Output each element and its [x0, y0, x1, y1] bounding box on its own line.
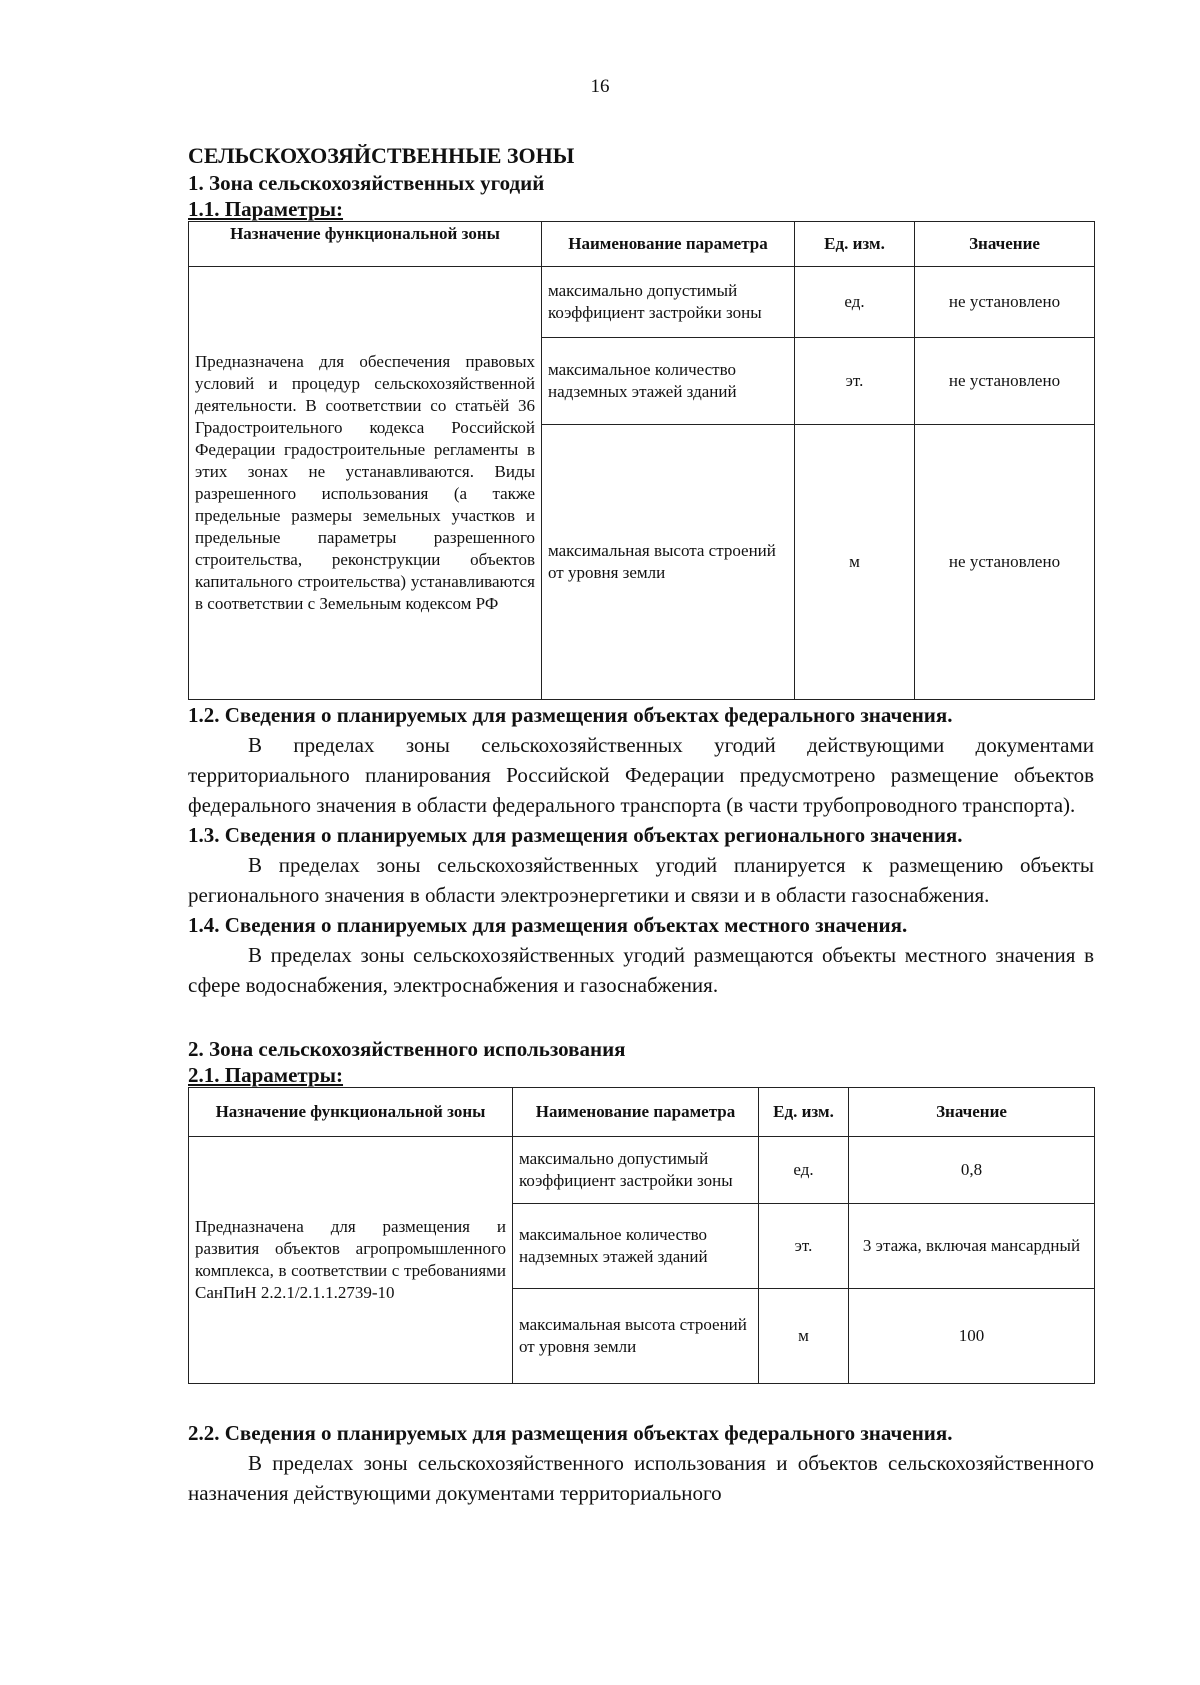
zone2-params-title: 2.1. Параметры:: [188, 1063, 344, 1087]
param-name: максимально допустимый коэффициент застройки зоны: [513, 1137, 759, 1204]
section-title: СЕЛЬСКОХОЗЯЙСТВЕННЫЕ ЗОНЫ: [188, 143, 575, 168]
param-unit: эт.: [759, 1204, 849, 1289]
header-purpose: Назначение функциональной зоны: [189, 222, 542, 267]
param-name: максимальное количество надземных этажей зданий: [542, 338, 795, 425]
document-body: [188, 142, 1094, 1508]
param-value: 3 этажа, включая мансардный: [849, 1204, 1095, 1289]
zone2-section-text: В пределах зоны сельскохозяйственного использования и объектов сельскохозяйственного назначения действующими документами территориального: [188, 1451, 1094, 1505]
header-purpose: Назначение функциональной зоны: [189, 1088, 513, 1137]
param-name: максимально допустимый коэффициент застройки зоны: [542, 267, 795, 338]
param-unit: ед.: [759, 1137, 849, 1204]
param-name: максимальная высота строений от уровня земли: [542, 425, 795, 700]
param-name: максимальная высота строений от уровня земли: [513, 1289, 759, 1384]
param-unit: ед.: [795, 267, 915, 338]
param-value: не установлено: [915, 425, 1095, 700]
zone1-title: 1. Зона сельскохозяйственных угодий: [188, 171, 545, 195]
header-unit: Ед. изм.: [795, 222, 915, 267]
table-row: [189, 267, 1095, 338]
zone1-params-title: 1.1. Параметры:: [188, 197, 344, 221]
param-unit: эт.: [795, 338, 915, 425]
zone1-purpose: Предназначена для обеспечения правовых условий и процедур сельскохозяйственной деятельности. В соответствии со статьёй 36 Градостроительного кодекса Российской Федерации градостроительные регламенты в этих зонах не устанавливаются. Виды разрешенного использования (а также предельные размеры земельных участков и предельные параметры разрешенного строительства, реконструкции объектов капитального строительства) устанавливаются в соответствии с Земельным кодексом РФ: [189, 267, 542, 700]
zone2-purpose: Предназначена для размещения и развития объектов агропромышленного комплекса, в соответствии с требованиями СанПиН 2.2.1/2.1.1.2739-10: [189, 1137, 513, 1384]
param-value: 0,8: [849, 1137, 1095, 1204]
zone1-section-heading: 1.3. Сведения о планируемых для размещения объектах регионального значения.: [188, 823, 963, 847]
param-unit: м: [759, 1289, 849, 1384]
param-value: 100: [849, 1289, 1095, 1384]
param-name: максимальное количество надземных этажей зданий: [513, 1204, 759, 1289]
header-parameter: Наименование параметра: [542, 222, 795, 267]
zone2-title: 2. Зона сельскохозяйственного использования: [188, 1037, 626, 1061]
table-row: [189, 1137, 1095, 1204]
param-value: не установлено: [915, 338, 1095, 425]
zone1-section-text: В пределах зоны сельскохозяйственных угодий размещаются объекты местного значения в сфере водоснабжения, электроснабжения и газоснабжения.: [188, 943, 1094, 997]
header-parameter: Наименование параметра: [513, 1088, 759, 1137]
zone1-section-heading: 1.4. Сведения о планируемых для размещения объектах местного значения.: [188, 913, 908, 937]
table-header-row: [189, 1088, 1095, 1137]
zone2-section-heading: 2.2. Сведения о планируемых для размещения объектах федерального значения.: [188, 1421, 953, 1445]
param-value: не установлено: [915, 267, 1095, 338]
zone2-params-table: [188, 1087, 1095, 1384]
header-value: Значение: [849, 1088, 1095, 1137]
param-unit: м: [795, 425, 915, 700]
table-header-row: [189, 222, 1095, 267]
page-number: 16: [590, 76, 610, 97]
zone1-section-heading: 1.2. Сведения о планируемых для размещения объектах федерального значения.: [188, 703, 953, 727]
zone1-section-text: В пределах зоны сельскохозяйственных угодий действующими документами территориального планирования Российской Федерации предусмотрено размещение объектов федерального значения в области федерального транспорта (в части трубопроводного транспорта).: [188, 733, 1094, 817]
header-unit: Ед. изм.: [759, 1088, 849, 1137]
zone1-section-text: В пределах зоны сельскохозяйственных угодий планируется к размещению объекты регионального значения в области электроэнергетики и связи и в области газоснабжения.: [188, 853, 1094, 907]
header-value: Значение: [915, 222, 1095, 267]
zone1-params-table: [188, 221, 1095, 700]
